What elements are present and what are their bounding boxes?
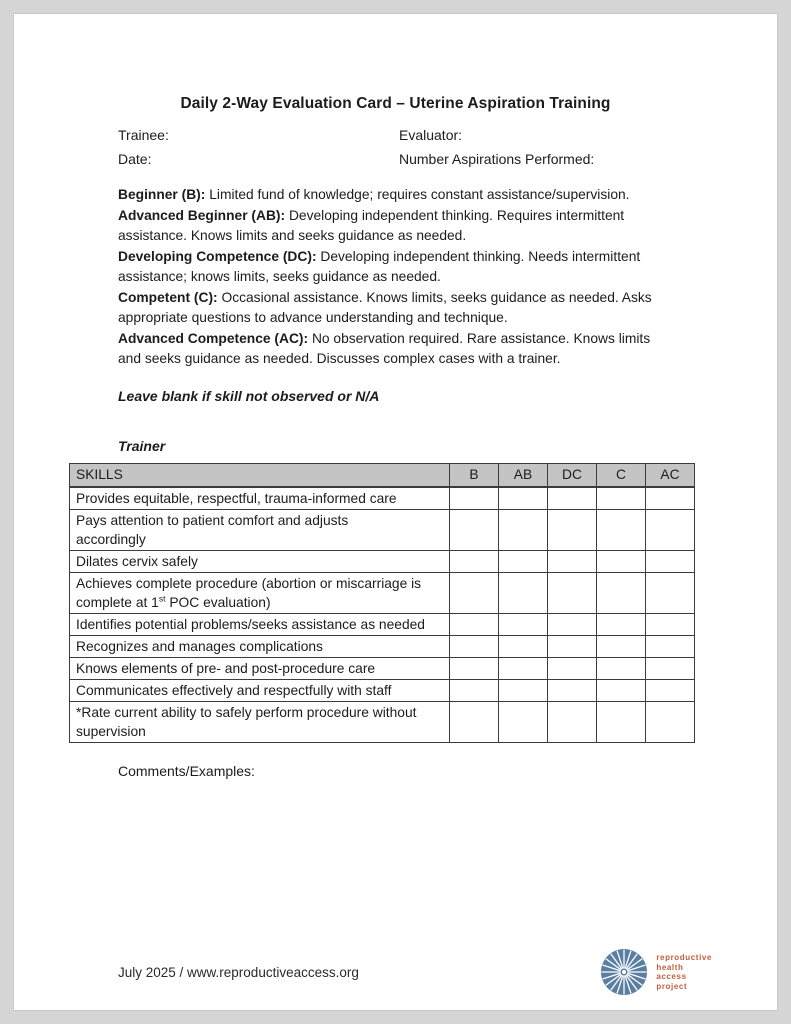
rating-cell-DC[interactable] (548, 573, 597, 614)
rating-cell-B[interactable] (450, 573, 499, 614)
skill-row (70, 658, 695, 680)
rating-cell-DC[interactable] (548, 551, 597, 573)
rating-cell-DC[interactable] (548, 702, 597, 743)
rating-cell-C[interactable] (597, 573, 646, 614)
rating-cell-C[interactable] (597, 614, 646, 636)
document-page (13, 13, 778, 1011)
rating-cell-B[interactable] (450, 658, 499, 680)
rhap-logo-text-line: project (656, 981, 688, 991)
skill-row (70, 614, 695, 636)
skill-description-cell: Identifies potential problems/seeks assistance as needed (70, 614, 450, 636)
rating-cell-C[interactable] (597, 702, 646, 743)
skills-table-body (70, 487, 695, 743)
rating-column-header-B: B (450, 463, 499, 487)
rating-cell-B[interactable] (450, 614, 499, 636)
rating-column-header-C: C (597, 463, 646, 487)
aspirations-field-label: Number Aspirations Performed: (399, 151, 595, 167)
skill-description-cell: Achieves complete procedure (abortion or miscarriage is complete at 1st POC evaluation) (70, 573, 450, 614)
rating-cell-AB[interactable] (499, 680, 548, 702)
rating-cell-C[interactable] (597, 680, 646, 702)
rating-cell-AC[interactable] (646, 614, 695, 636)
definition-text: No observation required. Rare assistance. Knows limits and seeks guidance as needed. Discusses complex cases with a trainer. (118, 330, 651, 366)
definition-term: Advanced Beginner (AB): (118, 207, 286, 223)
definition-text: Developing independent thinking. Needs intermittent assistance; knows limits, seeks guidance as needed. (118, 248, 641, 284)
rhap-logo (600, 948, 712, 996)
trainee-value-area[interactable] (169, 123, 259, 147)
rating-scale-definitions (118, 185, 670, 370)
rating-cell-DC[interactable] (548, 680, 597, 702)
skill-row (70, 551, 695, 573)
rating-cell-B[interactable] (450, 551, 499, 573)
definition-item (118, 206, 670, 247)
skill-row (70, 510, 695, 551)
skill-description-cell: Recognizes and manages complications (70, 636, 450, 658)
rating-cell-AB[interactable] (499, 487, 548, 510)
skill-row (70, 487, 695, 510)
rating-cell-DC[interactable] (548, 636, 597, 658)
skills-evaluation-table (69, 463, 695, 744)
rhap-logo-text-line: access (656, 972, 687, 981)
rating-cell-AB[interactable] (499, 573, 548, 614)
definition-term: Advanced Competence (AC): (118, 330, 309, 346)
rating-cell-DC[interactable] (548, 658, 597, 680)
rating-cell-B[interactable] (450, 636, 499, 658)
rating-column-header-AC: AC (646, 463, 695, 487)
skill-description-cell: *Rate current ability to safely perform procedure without supervision (70, 702, 450, 743)
rhap-logo-text-line: reproductive (656, 953, 712, 962)
definition-text: Occasional assistance. Knows limits, seeks guidance as needed. Asks appropriate questions to advance understanding and technique. (118, 289, 652, 325)
rating-cell-C[interactable] (597, 636, 646, 658)
trainee-field-label: Trainee: (118, 127, 169, 143)
date-field (118, 147, 399, 171)
rating-cell-AC[interactable] (646, 658, 695, 680)
date-value-area[interactable] (151, 147, 241, 171)
date-field-label: Date: (118, 151, 152, 167)
rating-cell-AC[interactable] (646, 510, 695, 551)
definition-item (118, 247, 670, 288)
skill-description-cell: Provides equitable, respectful, trauma-informed care (70, 487, 450, 510)
aspirations-field (399, 147, 777, 171)
skill-description-cell: Dilates cervix safely (70, 551, 450, 573)
rating-cell-AB[interactable] (499, 658, 548, 680)
skills-table-header-row (70, 463, 695, 487)
rating-cell-AB[interactable] (499, 614, 548, 636)
rating-cell-DC[interactable] (548, 487, 597, 510)
skill-description-cell: Communicates effectively and respectfully with staff (70, 680, 450, 702)
definition-term: Developing Competence (DC): (118, 248, 317, 264)
evaluator-value-area[interactable] (462, 123, 552, 147)
meta-fields (118, 123, 777, 171)
rating-cell-AC[interactable] (646, 702, 695, 743)
rating-cell-C[interactable] (597, 487, 646, 510)
rating-cell-B[interactable] (450, 680, 499, 702)
leave-blank-note: Leave blank if skill not observed or N/A (118, 387, 380, 404)
rating-cell-AC[interactable] (646, 680, 695, 702)
sunburst-logo-icon (600, 948, 648, 996)
rating-cell-AC[interactable] (646, 487, 695, 510)
page-title: Daily 2-Way Evaluation Card – Uterine Aspiration Training (180, 95, 611, 112)
rating-cell-AB[interactable] (499, 702, 548, 743)
definition-item (118, 288, 670, 329)
skill-row (70, 636, 695, 658)
definition-term: Competent (C): (118, 289, 218, 305)
rating-cell-C[interactable] (597, 510, 646, 551)
rating-column-header-AB: AB (499, 463, 548, 487)
skill-description-cell: Knows elements of pre- and post-procedure care (70, 658, 450, 680)
rating-cell-AC[interactable] (646, 573, 695, 614)
comments-label: Comments/Examples: (118, 763, 255, 779)
evaluator-field-label: Evaluator: (399, 127, 463, 143)
definition-text: Developing independent thinking. Requires intermittent assistance. Knows limits and seeks guidance as needed. (118, 207, 625, 243)
rating-cell-B[interactable] (450, 510, 499, 551)
definition-term: Beginner (B): (118, 187, 206, 202)
rhap-logo-text (656, 953, 712, 991)
aspirations-value-area[interactable] (594, 147, 684, 171)
skill-description-cell: Pays attention to patient comfort and adjusts accordingly (70, 510, 450, 551)
trainee-field (118, 123, 399, 147)
skill-row (70, 702, 695, 743)
rating-cell-B[interactable] (450, 487, 499, 510)
rating-cell-AB[interactable] (499, 510, 548, 551)
definition-item (118, 185, 670, 206)
rating-cell-B[interactable] (450, 702, 499, 743)
footer-date-url: July 2025 / www.reproductiveaccess.org (118, 964, 359, 980)
evaluator-field (399, 123, 777, 147)
page-footer (118, 948, 712, 996)
rhap-logo-text-line: health (656, 962, 684, 972)
rating-cell-AB[interactable] (499, 636, 548, 658)
skills-column-header: SKILLS (70, 463, 450, 487)
rating-column-header-DC: DC (548, 463, 597, 487)
rating-cell-C[interactable] (597, 658, 646, 680)
definition-text: Limited fund of knowledge; requires constant assistance/supervision. (205, 187, 630, 202)
rating-cell-AC[interactable] (646, 636, 695, 658)
skill-row (70, 680, 695, 702)
skill-row (70, 573, 695, 614)
rating-cell-DC[interactable] (548, 510, 597, 551)
trainer-heading: Trainer (118, 437, 166, 454)
rating-cell-C[interactable] (597, 551, 646, 573)
rating-cell-DC[interactable] (548, 614, 597, 636)
rating-cell-AC[interactable] (646, 551, 695, 573)
definition-item (118, 329, 670, 370)
rating-cell-AB[interactable] (499, 551, 548, 573)
